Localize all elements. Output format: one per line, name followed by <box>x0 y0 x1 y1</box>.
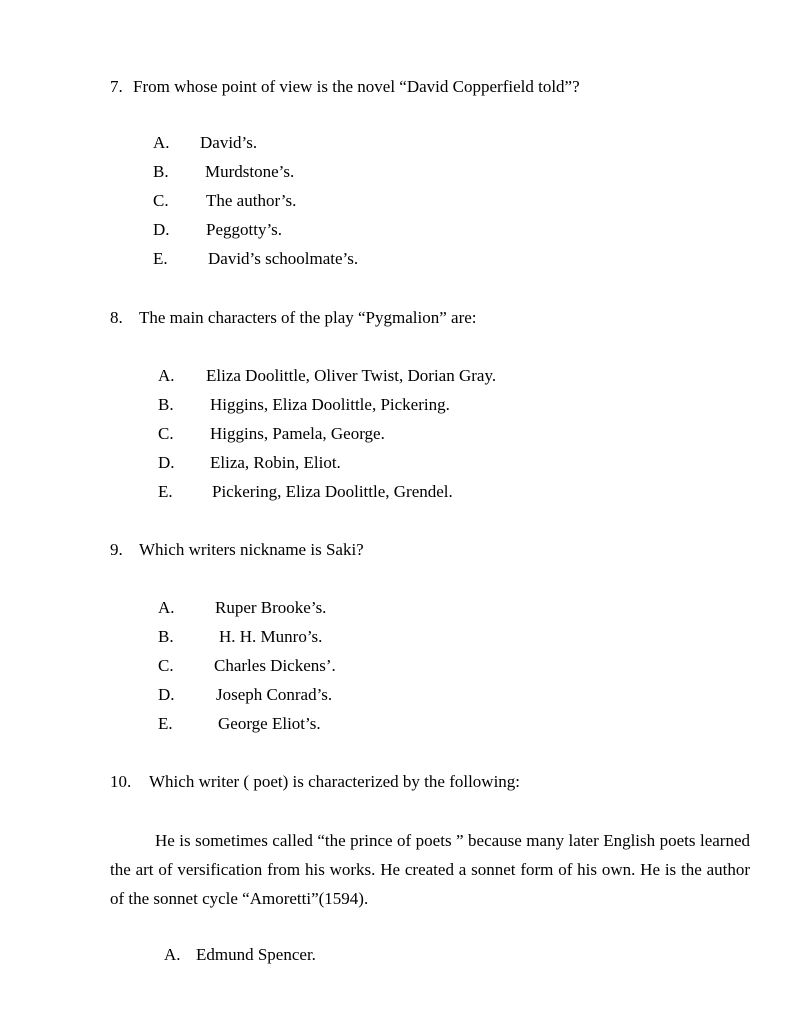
question-10-number: 10. <box>110 772 132 791</box>
q8-option-b-letter: B. <box>158 395 174 414</box>
q10-option-a-text: Edmund Spencer. <box>196 945 316 964</box>
q8-option-b-text: Higgins, Eliza Doolittle, Pickering. <box>210 395 450 414</box>
q7-option-b-letter: B. <box>153 162 169 181</box>
q8-option-c-text: Higgins, Pamela, George. <box>210 424 385 443</box>
q9-option-b-letter: B. <box>158 627 174 646</box>
question-8-number: 8. <box>110 308 123 327</box>
q7-option-c-letter: C. <box>153 191 169 210</box>
q8-option-e-letter: E. <box>158 482 173 501</box>
q9-option-e-letter: E. <box>158 714 173 733</box>
q8-option-d-text: Eliza, Robin, Eliot. <box>210 453 341 472</box>
q7-option-a-text: David’s. <box>200 133 258 152</box>
q7-option-e-text: David’s schoolmate’s. <box>208 249 359 268</box>
question-8-text: The main characters of the play “Pygmalion” are: <box>139 308 477 327</box>
q9-option-c-letter: C. <box>158 656 174 675</box>
question-10-text: Which writer ( poet) is characterized by the following: <box>149 772 521 791</box>
q7-option-b-text: Murdstone’s. <box>205 162 295 181</box>
q7-option-e-letter: E. <box>153 249 168 268</box>
q9-option-e-text: George Eliot’s. <box>218 714 321 733</box>
q9-option-a-letter: A. <box>158 598 175 617</box>
q10-option-a-letter: A. <box>164 945 181 964</box>
q8-option-a-text: Eliza Doolittle, Oliver Twist, Dorian Gray. <box>206 366 497 385</box>
question-7-number: 7. <box>110 77 123 96</box>
question-10-passage: He is sometimes called “the prince of poets ” because many later English poets learned the art of versification from his works. He created a sonnet form of his own. He is the author of the sonnet cycle “Amoretti”(1594). <box>110 831 750 908</box>
q9-option-b-text: H. H. Munro’s. <box>219 627 323 646</box>
question-9-number: 9. <box>110 540 123 559</box>
question-7-text: From whose point of view is the novel “David Copperfield told”? <box>133 77 580 96</box>
q7-option-d-text: Peggotty’s. <box>206 220 283 239</box>
q9-option-d-letter: D. <box>158 685 175 704</box>
q8-option-c-letter: C. <box>158 424 174 443</box>
q9-option-d-text: Joseph Conrad’s. <box>216 685 333 704</box>
q7-option-a-letter: A. <box>153 133 170 152</box>
q7-option-c-text: The author’s. <box>206 191 297 210</box>
q8-option-a-letter: A. <box>158 366 175 385</box>
q7-option-d-letter: D. <box>153 220 170 239</box>
q8-option-e-text: Pickering, Eliza Doolittle, Grendel. <box>212 482 453 501</box>
q9-option-a-text: Ruper Brooke’s. <box>215 598 327 617</box>
q9-option-c-text: Charles Dickens’. <box>214 656 336 675</box>
question-9-text: Which writers nickname is Saki? <box>139 540 364 559</box>
q8-option-d-letter: D. <box>158 453 175 472</box>
